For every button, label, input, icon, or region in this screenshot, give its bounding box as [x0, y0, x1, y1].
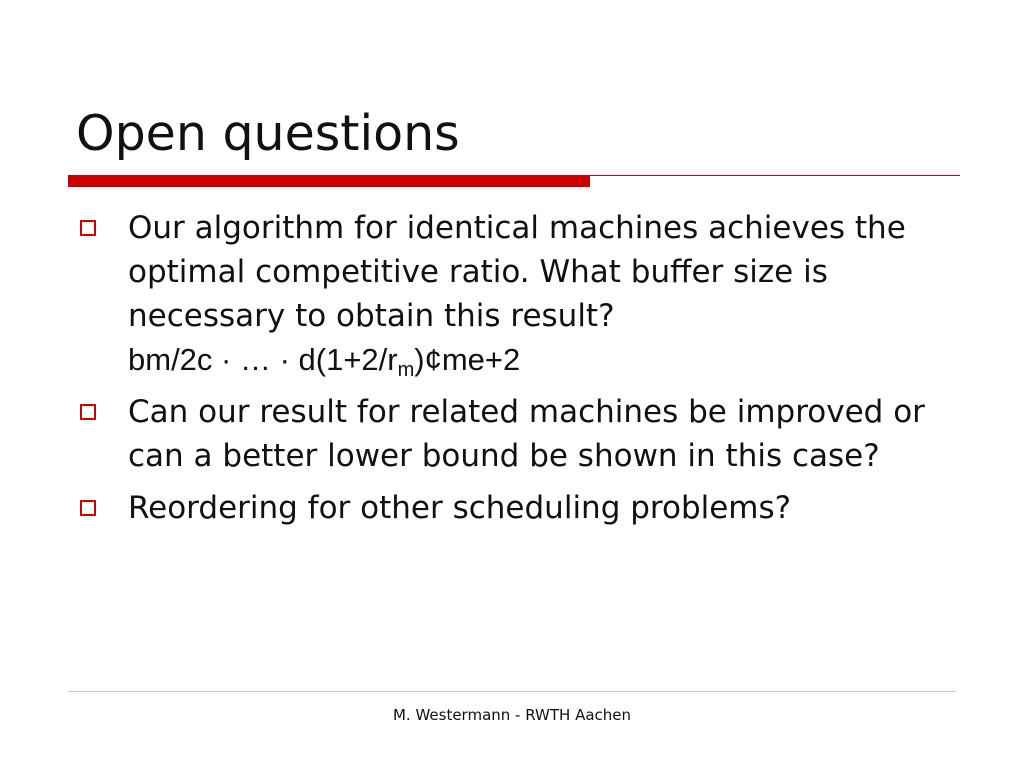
hollow-square-icon	[80, 220, 96, 236]
bullet-item-1	[78, 206, 958, 382]
hollow-square-icon	[80, 500, 96, 516]
hollow-square-icon	[80, 404, 96, 420]
footer-text: M. Westermann - RWTH Aachen	[392, 706, 632, 724]
bullet-text-1: Our algorithm for identical machines achieves the optimal competitive ratio. What buffer size is necessary to obtain this result?	[128, 210, 906, 334]
buffer-size-formula	[128, 338, 958, 382]
bullet-list	[78, 206, 958, 538]
slide-title: Open questions	[76, 105, 460, 162]
footer-divider	[68, 691, 956, 692]
bullet-text-2: Can our result for related machines be improved or can a better lower bound be shown in this case?	[128, 394, 925, 474]
title-underline-thick	[68, 175, 590, 187]
formula-subscript: m	[397, 359, 415, 381]
slide-footer	[0, 705, 1024, 725]
formula-tail: )¢me+2	[414, 342, 521, 377]
bullet-item-3	[78, 486, 958, 530]
formula-main: bm/2c · … · d(1+2/r	[128, 342, 398, 377]
title-underline-thin	[590, 175, 960, 176]
bullet-text-3: Reordering for other scheduling problems?	[128, 490, 792, 526]
bullet-item-2	[78, 390, 958, 478]
